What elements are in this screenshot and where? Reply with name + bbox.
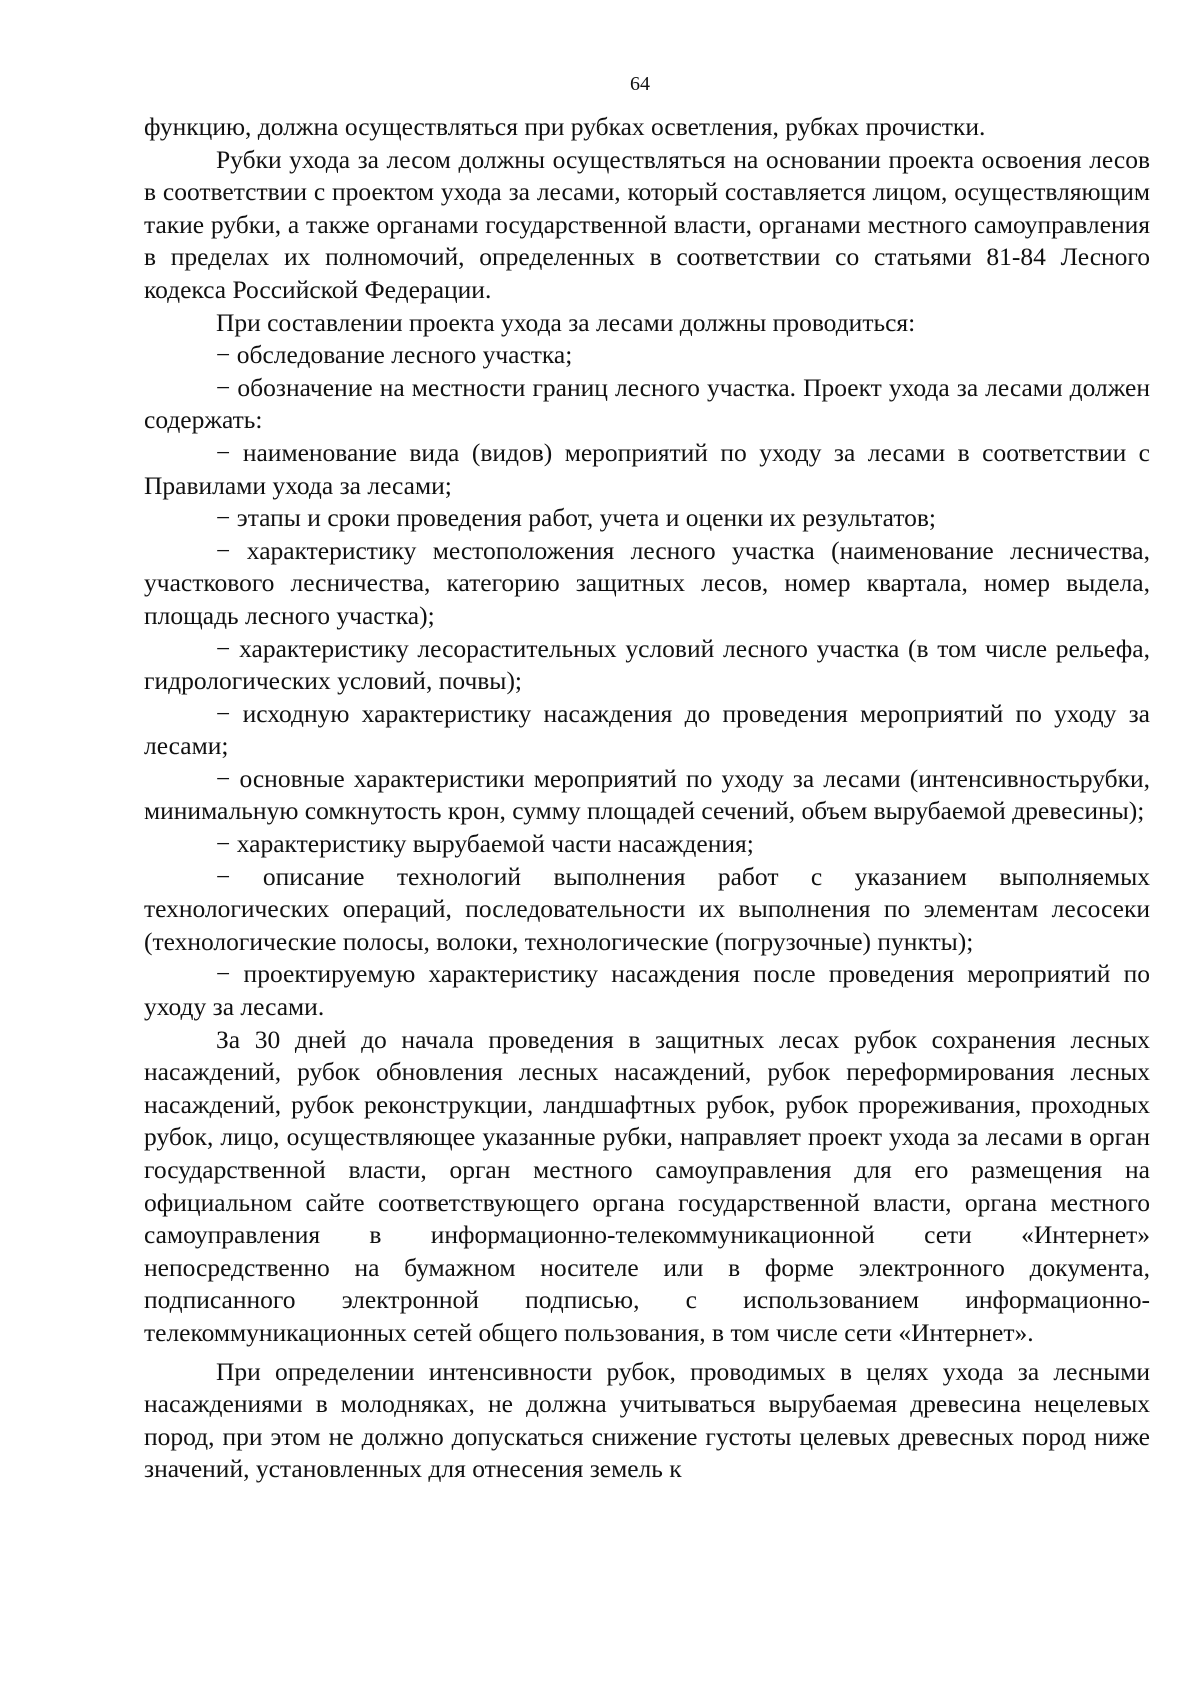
paragraph-intensity: При определении интенсивности рубок, проводимых в целях ухода за лесными насаждениями в молодняках, не должна учитываться вырубаемая древесина нецелевых пород, при этом не должно допускаться снижение густоты целевых древесных пород ниже значений, установленных для отнесения земель к: [144, 1356, 1150, 1484]
paragraph-logging-basis: Рубки ухода за лесом должны осуществляться на основании проекта освоения лесов в соответствии с проектом ухода за лесами, который составляется лицом, осуществляющим такие рубки, а также органами государственной власти, органами местного самоуправления в пределах их полномочий, определенных в соответствии со статьями 81-84 Лесного кодекса Российской Федерации.: [144, 144, 1150, 304]
list-item: − характеристику местоположения лесного участка (наименование лесничества, участкового лесничества, категорию защитных лесов, номер квартала, номер выдела, площадь лесного участка);: [144, 535, 1150, 630]
list-item: − обозначение на местности границ лесного участка. Проект ухода за лесами должен содержать:: [144, 372, 1150, 435]
page-number: 64: [630, 73, 650, 95]
paragraph-project-requirements: При составлении проекта ухода за лесами должны проводиться:: [216, 307, 916, 337]
list-item: − характеристику лесорастительных условий лесного участка (в том числе рельефа, гидрологических условий, почвы);: [144, 633, 1150, 696]
paragraph-continuation: функцию, должна осуществляться при рубках осветления, рубках прочистки.: [144, 112, 986, 141]
paragraph-project-publication: За 30 дней до начала проведения в защитных лесах рубок сохранения лесных насаждений, рубок обновления лесных насаждений, рубок переформирования лесных насаждений, рубок реконструкции, ландшафтных рубок, рубок прореживания, проходных рубок, лицо, осуществляющее указанные рубки, направляет проект ухода за лесами в орган государственной власти, орган местного самоуправления для его размещения на официальном сайте соответствующего органа государственной власти, органа местного самоуправления в информационно-телекоммуникационной сети «Интернет» непосредственно на бумажном носителе или в форме электронного документа, подписанного электронной подписью, с использованием информационно-телекоммуникационных сетей общего пользования, в том числе сети «Интернет».: [144, 1024, 1150, 1347]
list-item: − исходную характеристику насаждения до проведения мероприятий по уходу за лесами;: [144, 698, 1150, 761]
document-body: [144, 111, 1150, 1486]
list-item: − наименование вида (видов) мероприятий по уходу за лесами в соответствии с Правилами ухода за лесами;: [144, 437, 1150, 500]
list-item: − характеристику вырубаемой части насаждения;: [216, 829, 754, 859]
list-item: − этапы и сроки проведения работ, учета и оценки их результатов;: [216, 503, 937, 533]
list-item: − основные характеристики мероприятий по уходу за лесами (интенсивностьрубки, минимальную сомкнутость крон, сумму площадей сечений, объем вырубаемой древесины);: [144, 763, 1150, 826]
list-item: − проектируемую характеристику насаждения после проведения мероприятий по уходу за лесами.: [144, 959, 1150, 1022]
list-item: − обследование лесного участка;: [216, 340, 573, 370]
list-item: − описание технологий выполнения работ с указанием выполняемых технологических операций, последовательности их выполнения по элементам лесосеки (технологические полосы, волоки, технологические (погрузочные) пункты);: [144, 861, 1150, 956]
